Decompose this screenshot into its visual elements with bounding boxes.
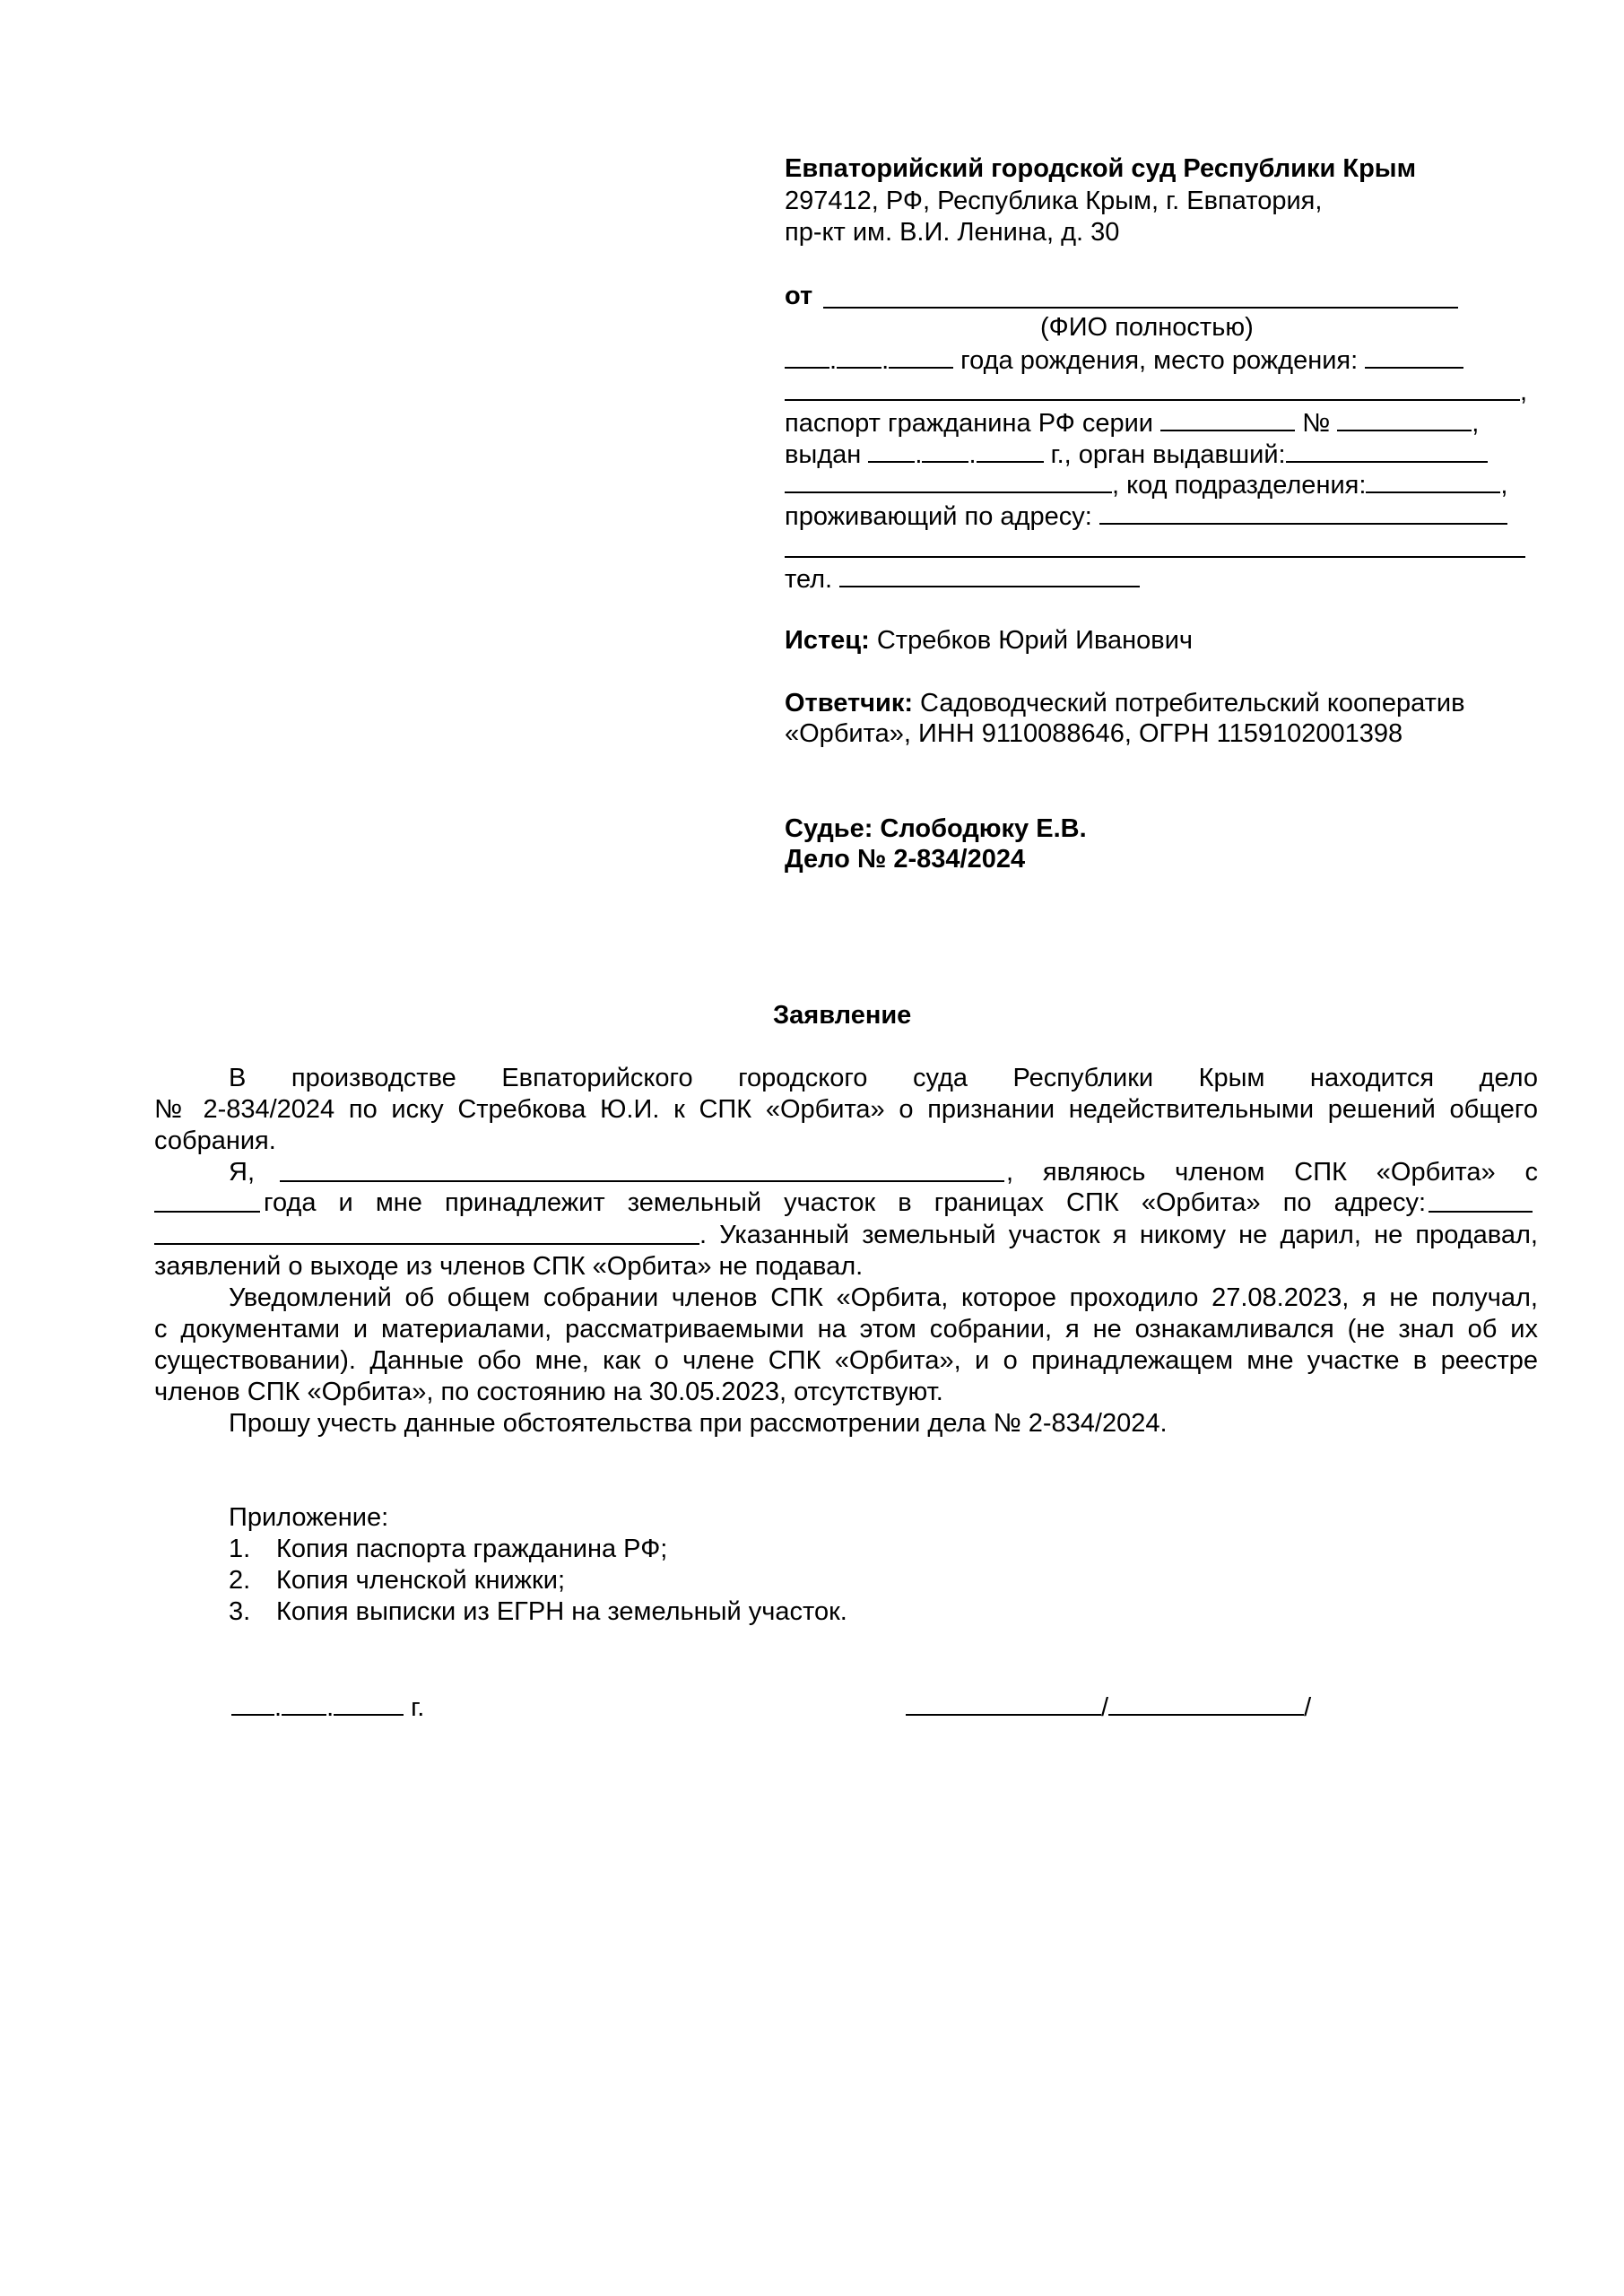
residence-continued-blank bbox=[785, 556, 1525, 558]
p2-line-3: . Указанный земельный участок я никому не дарил, не продавал, bbox=[699, 1221, 1538, 1249]
plaintiff-line bbox=[785, 625, 1193, 657]
signature-line bbox=[906, 1691, 1311, 1724]
number-sign: № bbox=[1302, 409, 1331, 438]
division-code-text: , код подразделения: bbox=[1112, 471, 1367, 500]
p1-line-1: В производстве Евпаторийского городского суда Республики Крым находится дело bbox=[229, 1064, 1538, 1092]
date-sep-2: . bbox=[326, 1693, 334, 1722]
phone-text: тел. bbox=[785, 565, 833, 594]
p2-year-blank bbox=[154, 1211, 260, 1213]
date-day-blank bbox=[231, 1691, 274, 1716]
signature-blank bbox=[906, 1691, 1101, 1716]
phone-line bbox=[785, 562, 1140, 596]
attachment-text: Копия членской книжки; bbox=[276, 1566, 566, 1595]
date-sep-1: . bbox=[274, 1693, 282, 1722]
date-line bbox=[231, 1691, 424, 1724]
date-year-blank bbox=[334, 1691, 404, 1716]
p2-address-blank bbox=[1429, 1211, 1533, 1213]
issuer-continued-blank bbox=[785, 468, 1112, 493]
p4: Прошу учесть данные обстоятельства при рассмотрении дела № 2-834/2024. bbox=[229, 1409, 1168, 1438]
phone-blank bbox=[839, 562, 1140, 587]
passport-line bbox=[785, 406, 1479, 439]
residence-blank bbox=[1099, 500, 1507, 525]
issued-month-blank bbox=[922, 438, 968, 463]
signature-sep: / bbox=[1101, 1693, 1109, 1722]
comma: , bbox=[1520, 378, 1528, 406]
p2-member-text: , являюсь членом СПК «Орбита» с bbox=[1006, 1158, 1538, 1187]
attachment-num: 3. bbox=[229, 1597, 251, 1626]
signature-sep-end: / bbox=[1304, 1693, 1312, 1722]
court-address-line-2: пр-кт им. В.И. Ленина, д. 30 bbox=[785, 218, 1120, 247]
birth-sep-2: . bbox=[881, 346, 890, 375]
p1-line-3: собрания. bbox=[154, 1126, 276, 1155]
plaintiff-name: Стребков Юрий Иванович bbox=[869, 626, 1194, 655]
p3-line-3: существовании). Данные обо мне, как о члене СПК «Орбита», и о принадлежащем мне участке в реестре bbox=[154, 1346, 1538, 1375]
attachment-num: 1. bbox=[229, 1535, 251, 1563]
issued-year-text: г., орган выдавший: bbox=[1043, 440, 1286, 469]
judge-name: Судье: Слободюку Е.В. bbox=[785, 814, 1087, 843]
issued-sep-2: . bbox=[968, 440, 977, 469]
attachments-heading: Приложение: bbox=[229, 1503, 389, 1532]
birth-place-continued-blank bbox=[785, 399, 1520, 401]
court-name: Евпаторийский городской суд Республики Крым bbox=[785, 154, 1417, 183]
case-number: Дело № 2-834/2024 bbox=[785, 845, 1026, 874]
defendant-line-2: «Орбита», ИНН 9110088646, ОГРН 1159102001398 bbox=[785, 719, 1403, 748]
p2-address-continued-blank bbox=[154, 1243, 699, 1245]
plaintiff-label: Истец: bbox=[785, 626, 870, 655]
passport-series-blank bbox=[1160, 406, 1295, 431]
p2-ya: Я, bbox=[229, 1158, 255, 1187]
court-address-line-1: 297412, РФ, Республика Крым, г. Евпатория, bbox=[785, 187, 1323, 215]
p2-line-4: заявлений о выходе из членов СПК «Орбита» не подавал. bbox=[154, 1252, 864, 1281]
residence-line bbox=[785, 500, 1507, 533]
issuer-blank bbox=[1286, 438, 1488, 463]
p3-line-1: Уведомлений об общем собрании членов СПК «Орбита, которое проходило 27.08.2023, я не получал, bbox=[229, 1283, 1538, 1312]
birth-month-blank bbox=[837, 344, 881, 369]
birth-sep-1: . bbox=[829, 346, 838, 375]
fio-hint: (ФИО полностью) bbox=[1040, 313, 1254, 342]
date-month-blank bbox=[282, 1691, 326, 1716]
comma: , bbox=[1472, 409, 1480, 438]
defendant-line-1 bbox=[785, 688, 1465, 719]
comma: , bbox=[1500, 471, 1508, 500]
fio-blank bbox=[823, 307, 1458, 309]
passport-text: паспорт гражданина РФ серии bbox=[785, 409, 1153, 438]
birth-day-blank bbox=[785, 344, 829, 369]
attachment-text: Копия выписки из ЕГРН на земельный участок. bbox=[276, 1597, 847, 1626]
p2-name-blank bbox=[280, 1180, 1004, 1182]
issued-text: выдан bbox=[785, 440, 862, 469]
birth-text: года рождения, место рождения: bbox=[953, 346, 1359, 375]
attachment-num: 2. bbox=[229, 1566, 251, 1595]
defendant-label: Ответчик: bbox=[785, 689, 913, 718]
residence-text: проживающий по адресу: bbox=[785, 502, 1092, 531]
p3-line-4: членов СПК «Орбита», по состоянию на 30.05.2023, отсутствуют. bbox=[154, 1378, 943, 1406]
p3-line-2: с документами и материалами, рассматриваемыми на этом собрании, я не ознакамливался (не знал об их bbox=[154, 1315, 1538, 1344]
signature-name-blank bbox=[1108, 1691, 1304, 1716]
from-label: от bbox=[785, 282, 813, 310]
document-title: Заявление bbox=[773, 1001, 912, 1030]
birth-place-blank bbox=[1365, 344, 1463, 369]
attachment-text: Копия паспорта гражданина РФ; bbox=[276, 1535, 668, 1563]
date-suffix: г. bbox=[404, 1693, 425, 1722]
p1-line-2: № 2-834/2024 по иску Стребкова Ю.И. к СПК «Орбита» о признании недействительными решений общего bbox=[154, 1095, 1538, 1124]
issued-day-blank bbox=[868, 438, 915, 463]
division-code-blank bbox=[1366, 468, 1500, 493]
division-line bbox=[785, 468, 1507, 501]
p2-line-2: года и мне принадлежит земельный участок в границах СПК «Орбита» по адресу: bbox=[264, 1188, 1426, 1217]
issued-sep-1: . bbox=[915, 440, 923, 469]
passport-number-blank bbox=[1337, 406, 1472, 431]
birth-year-blank bbox=[889, 344, 953, 369]
issued-line bbox=[785, 438, 1488, 471]
defendant-text-1: Садоводческий потребительский кооператив bbox=[913, 689, 1465, 718]
birth-line bbox=[785, 344, 1463, 377]
issued-year-blank bbox=[977, 438, 1044, 463]
